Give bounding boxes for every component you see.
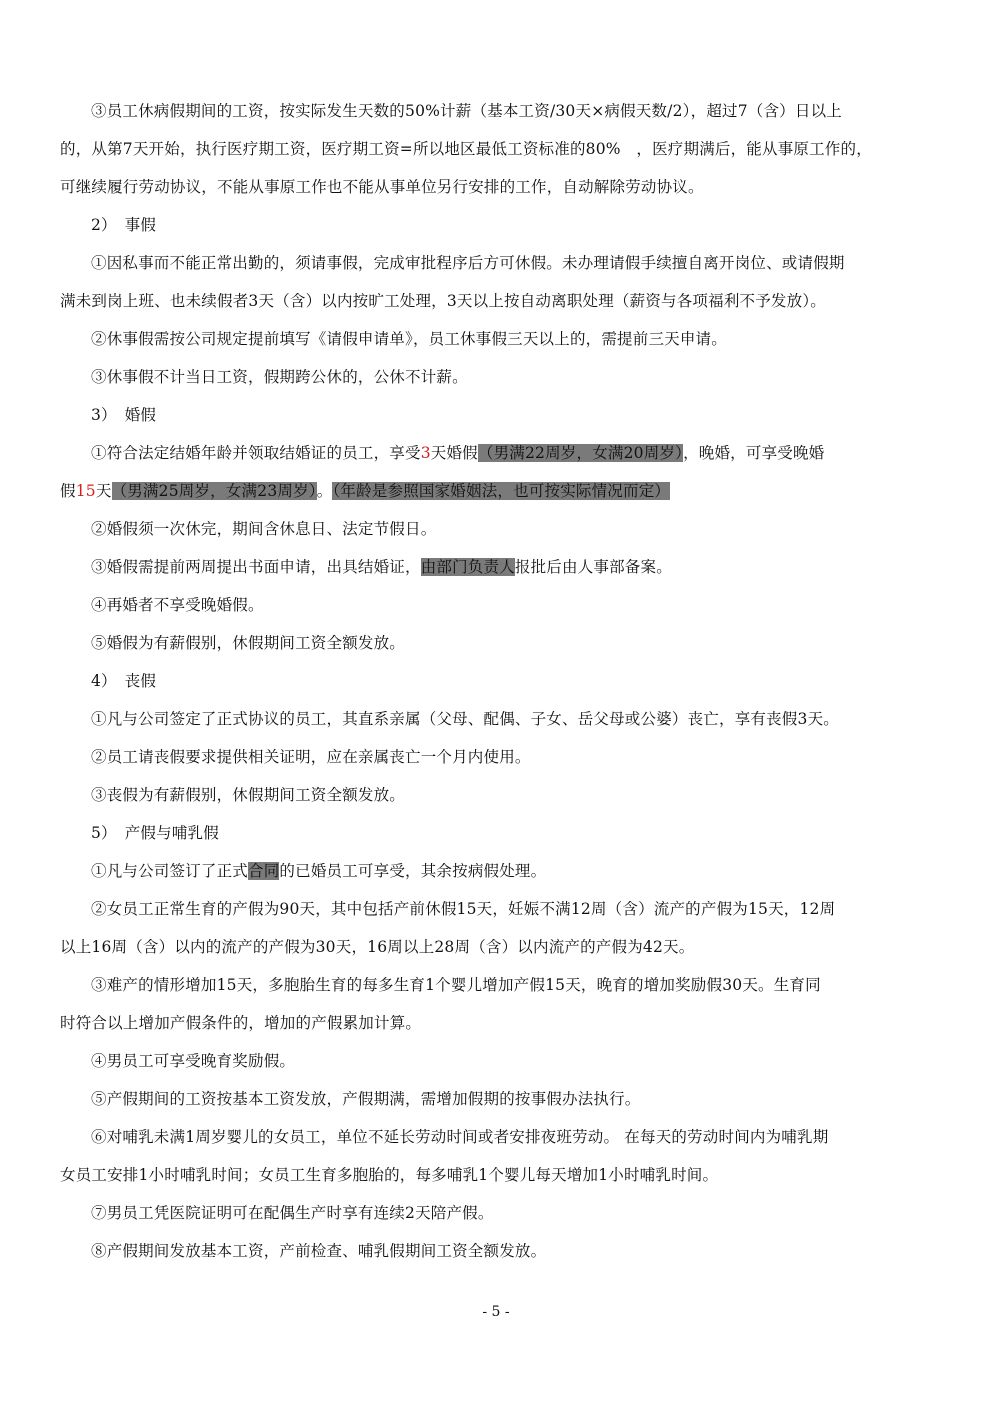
paragraph-line: ⑤婚假为有薪假别，休假期间工资全额发放。 xyxy=(91,634,406,652)
paragraph-line: ①凡与公司签定了正式协议的员工，其直系亲属（父母、配偶、子女、岳父母或公婆）丧亡，享有丧假3天。 xyxy=(91,710,839,728)
paragraph-line: 满未到岗上班、也未续假者3天（含）以内按旷工处理，3天以上按自动离职处理（薪资与各项福利不予发放）。 xyxy=(60,292,826,310)
text-run: 报批后由人事部备案。 xyxy=(514,558,672,576)
paragraph-line: ⑤产假期间的工资按基本工资发放，产假期满，需增加假期的按事假办法执行。 xyxy=(91,1090,641,1108)
paragraph-line: ⑧产假期间发放基本工资，产前检查、哺乳假期间工资全额发放。 xyxy=(91,1242,547,1260)
paragraph-line xyxy=(60,434,936,472)
section-heading-personal-leave: 2） 事假 xyxy=(91,216,157,234)
text-run: ①凡与公司签订了正式 xyxy=(91,862,249,880)
paragraph-line: ③丧假为有薪假别，休假期间工资全额发放。 xyxy=(91,786,406,804)
text-run: 天 xyxy=(95,482,112,500)
marriage-days: 3 xyxy=(420,444,431,462)
paragraph-line xyxy=(60,852,936,890)
paragraph-line: ③休事假不计当日工资，假期跨公休的，公休不计薪。 xyxy=(91,368,468,386)
paragraph-line: ④男员工可享受晚育奖励假。 xyxy=(91,1052,296,1070)
highlight-department-head: 由部门负责人 xyxy=(420,558,515,576)
paragraph-line: 以上16周（含）以内的流产的产假为30天，16周以上28周（含）以内流产的产假为42天。 xyxy=(60,938,695,956)
document-body xyxy=(60,92,936,1270)
paragraph-line: ②婚假须一次休完，期间含休息日、法定节假日。 xyxy=(91,520,437,538)
paragraph-line: ①因私事而不能正常出勤的，须请事假，完成审批程序后方可休假。未办理请假手续擅自离开岗位、或请假期 xyxy=(91,254,845,272)
paragraph-line: ③员工休病假期间的工资，按实际发生天数的50%计薪（基本工资/30天×病假天数/2），超过7（含）日以上 xyxy=(91,102,842,120)
paragraph-line xyxy=(60,472,936,510)
text-run: 天婚假 xyxy=(430,444,478,462)
paragraph-line: ⑥对哺乳未满1周岁婴儿的女员工，单位不延长劳动时间或者安排夜班劳动。 在每天的劳动时间内为哺乳期 xyxy=(91,1128,829,1146)
paragraph-line: ②员工请丧假要求提供相关证明，应在亲属丧亡一个月内使用。 xyxy=(91,748,531,766)
paragraph-line: ②休事假需按公司规定提前填写《请假申请单》，员工休事假三天以上的，需提前三天申请。 xyxy=(91,330,727,348)
paragraph-line: ③难产的情形增加15天，多胞胎生育的每多生育1个婴儿增加产假15天，晚育的增加奖励假30天。生育同 xyxy=(91,976,821,994)
paragraph-line: 女员工安排1小时哺乳时间；女员工生育多胞胎的，每多哺乳1个婴儿每天增加1小时哺乳时间。 xyxy=(60,1166,719,1184)
paragraph-line: ②女员工正常生育的产假为90天，其中包括产前休假15天，妊娠不满12周（含）流产的产假为15天，12周 xyxy=(91,900,836,918)
paragraph-line: 可继续履行劳动协议，不能从事原工作也不能从事单位另行安排的工作，自动解除劳动协议。 xyxy=(60,178,704,196)
section-heading-maternity-leave: 5） 产假与哺乳假 xyxy=(91,824,219,842)
text-run: 的已婚员工可享受，其余按病假处理。 xyxy=(279,862,547,880)
paragraph-line: ④再婚者不享受晚婚假。 xyxy=(91,596,264,614)
paragraph-line: 的，从第7天开始，执行医疗期工资，医疗期工资=所以地区最低工资标准的80% ，医疗期满后，能从事原工作的， xyxy=(60,140,872,158)
highlight-late-age: （男满25周岁，女满23周岁） xyxy=(111,482,317,500)
section-heading-marriage-leave: 3） 婚假 xyxy=(91,406,157,424)
text-run: 假 xyxy=(60,482,76,500)
section-heading-funeral-leave: 4） 丧假 xyxy=(91,672,157,690)
text-run: ①符合法定结婚年龄并领取结婚证的员工，享受 xyxy=(91,444,421,462)
late-marriage-days: 15 xyxy=(75,482,96,500)
paragraph-line xyxy=(60,548,936,586)
highlight-note: （年龄是参照国家婚姻法，也可按实际情况而定） xyxy=(332,482,671,500)
text-run: ，晚婚，可享受晚婚 xyxy=(683,444,825,462)
paragraph-line: ⑦男员工凭医院证明可在配偶生产时享有连续2天陪产假。 xyxy=(91,1204,494,1222)
text-run: ③婚假需提前两周提出书面申请，出具结婚证， xyxy=(91,558,421,576)
highlight-age-requirement: （男满22周岁，女满20周岁） xyxy=(477,444,684,462)
highlight-contract: 合同 xyxy=(248,862,280,880)
paragraph-line: 时符合以上增加产假条件的，增加的产假累加计算。 xyxy=(60,1014,422,1032)
page-number: - 5 - xyxy=(482,1304,510,1320)
text-run: 。 xyxy=(316,482,333,500)
